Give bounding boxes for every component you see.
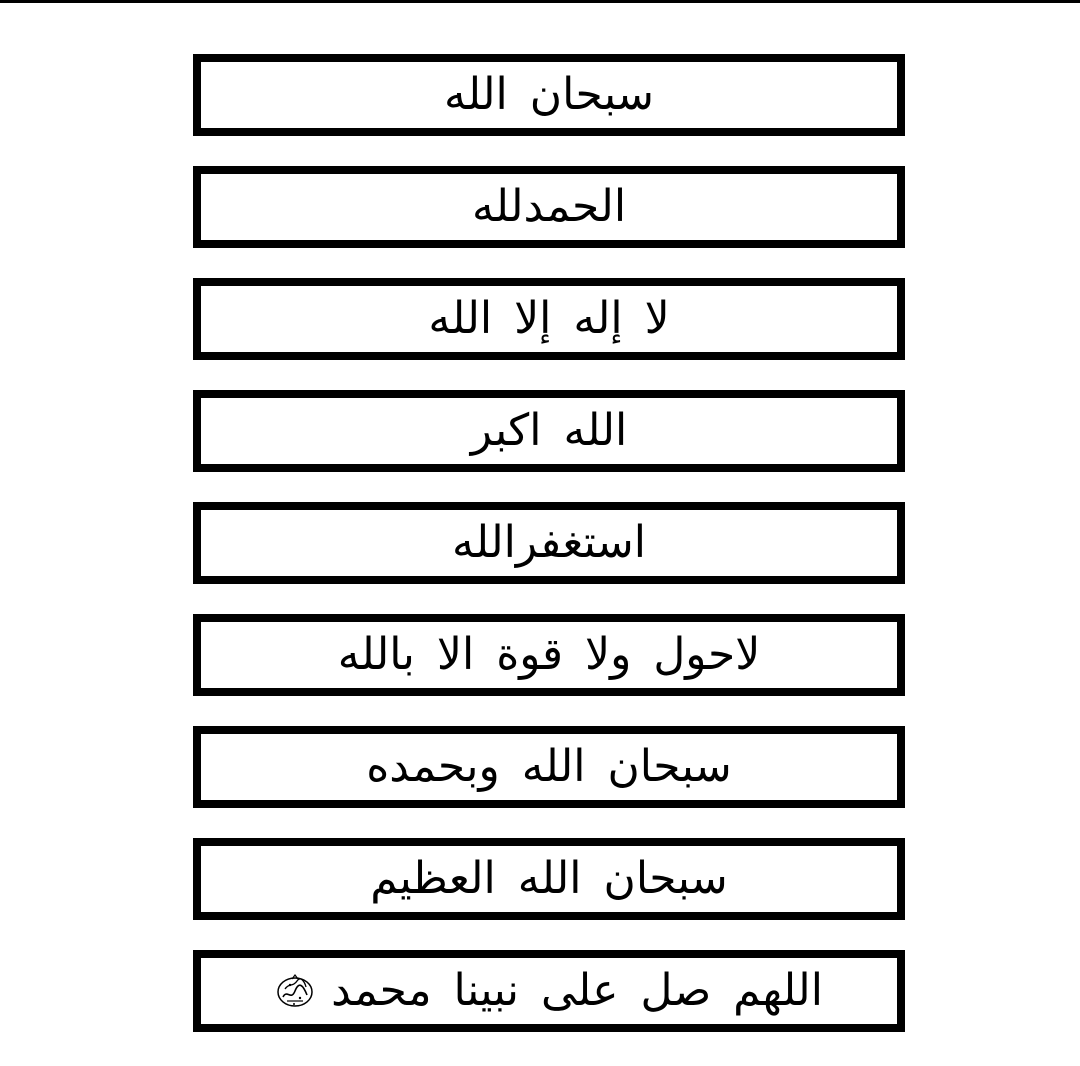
dhikr-phrase: استغفرالله: [452, 517, 646, 568]
dhikr-box-6: [193, 614, 905, 696]
dhikr-box-7: [193, 726, 905, 808]
dhikr-box-9-content: [275, 965, 823, 1016]
top-rule: [0, 0, 1080, 3]
dhikr-box-1: [193, 54, 905, 136]
dhikr-phrase: الله اكبر: [470, 405, 628, 456]
dhikr-phrase: اللهم صل على نبينا محمد: [331, 965, 823, 1016]
salawat-calligraphy-icon: [275, 971, 315, 1011]
dhikr-phrase: لا إله إلا الله: [428, 293, 670, 344]
dhikr-box-4: [193, 390, 905, 472]
dhikr-box-5: [193, 502, 905, 584]
dhikr-phrase: سبحان الله وبحمده: [366, 741, 732, 792]
dhikr-list: [193, 54, 905, 1032]
dhikr-phrase: لاحول ولا قوة الا بالله: [337, 629, 761, 680]
dhikr-phrase: الحمدلله: [471, 181, 627, 232]
dhikr-phrase: سبحان الله: [443, 69, 655, 120]
dhikr-box-8: [193, 838, 905, 920]
dhikr-box-2: [193, 166, 905, 248]
dhikr-box-9: [193, 950, 905, 1032]
dhikr-phrase: سبحان الله العظيم: [370, 853, 728, 904]
dhikr-box-3: [193, 278, 905, 360]
